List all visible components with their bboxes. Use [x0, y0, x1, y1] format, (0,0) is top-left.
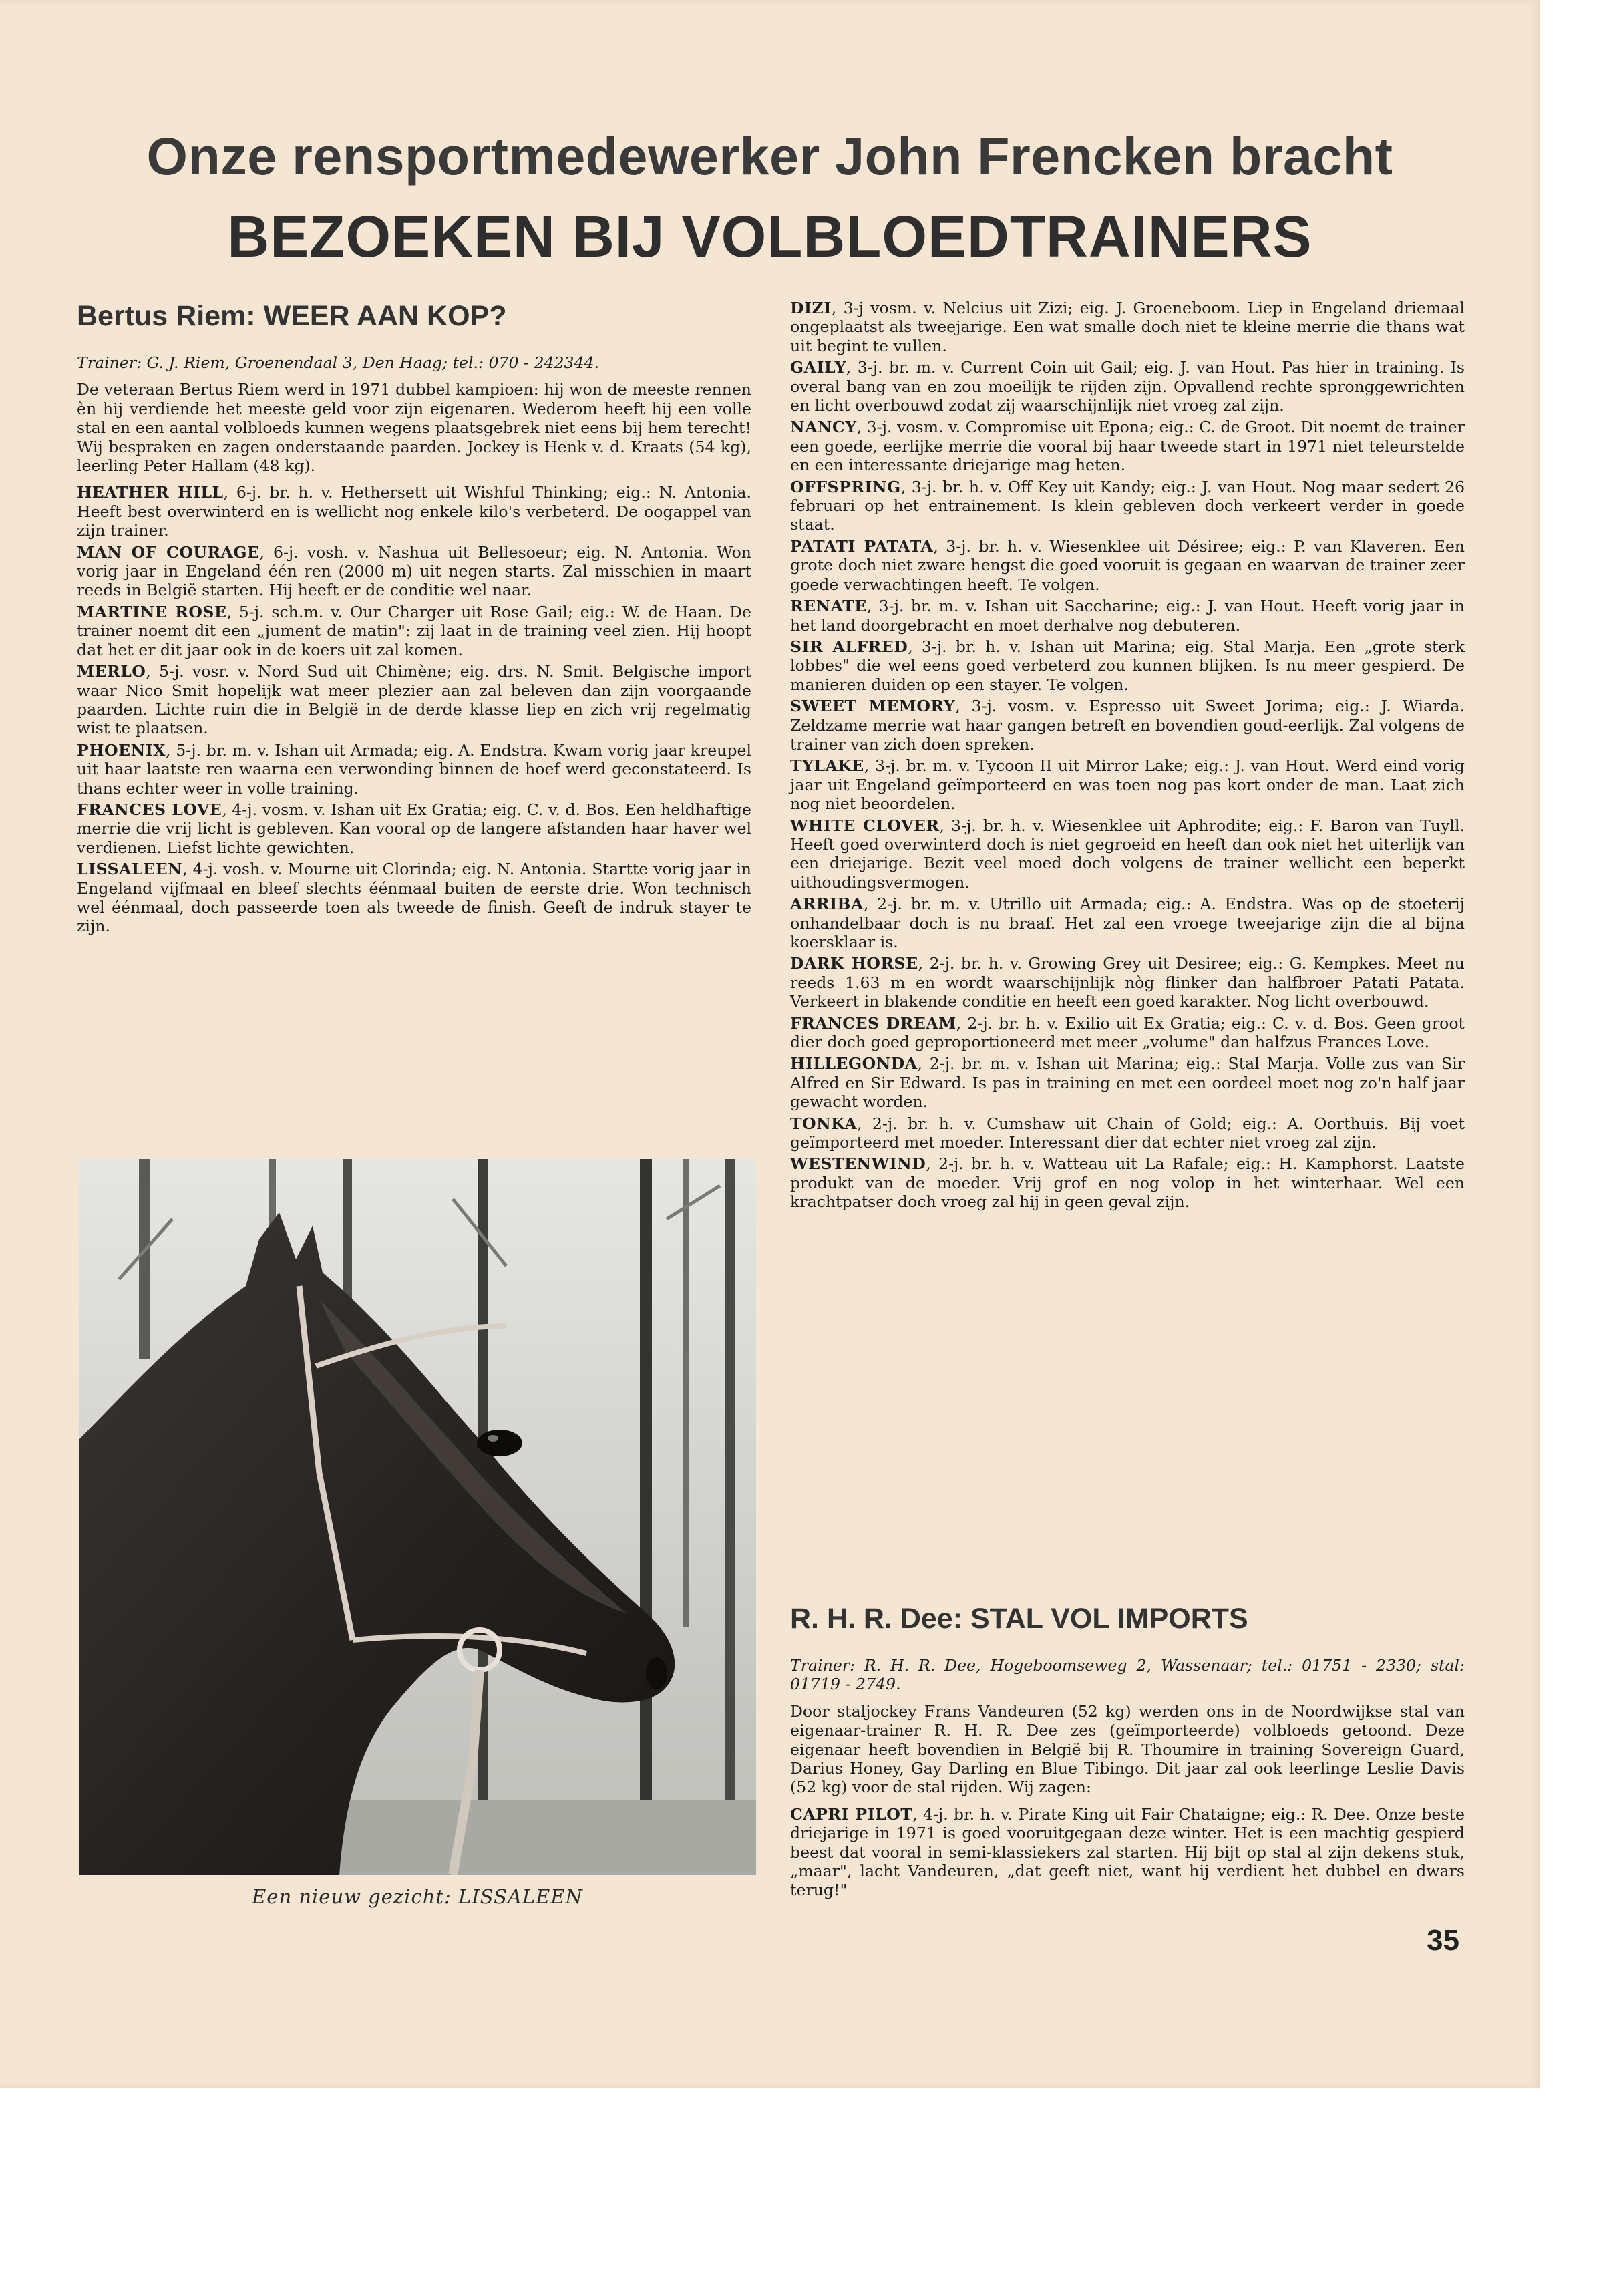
headline-kicker: Onze rensportmedewerker John Frencken bracht: [146, 126, 1393, 186]
horse-description: , 4-j. vosh. v. Mourne uit Clorinda; eig. N. Antonia. Startte vorig jaar in Engeland vijfmaal en bleef slechts éénmaal buiten de eerste drie. Won technisch wel éénmaal, doch passeerde toen als tweede de finish. Geeft de indruk stayer te zijn.: [77, 860, 751, 936]
headline-main: BEZOEKEN BIJ VOLBLOEDTRAINERS: [227, 204, 1312, 269]
horse-description: , 3-j. br. m. v. Ishan uit Saccharine; eig.: J. van Hout. Heeft vorig jaar in het land doorgebracht en moet derhalve nog debuteren.: [790, 597, 1465, 635]
horse-name: WESTENWIND: [790, 1154, 926, 1174]
horse-description: , 4-j. vosm. v. Ishan uit Ex Gratia; eig. C. v. d. Bos. Een heldhaftige merrie die vrij licht is gebleven. Kan vooral op de langere afstanden haar haver wel verdienen. Liefst lichte gewichten.: [77, 800, 752, 857]
horse-description: , 5-j. vosr. v. Nord Sud uit Chimène; eig. drs. N. Smit. Belgische import waar Nico Smit hopelijk wat meer plezier aan zal beleven dan zijn voorgaande paarden. Lichte ruin die in België in de derde klasse liep en zich vrij regelmatig wist te plaatsen.: [77, 662, 751, 738]
horse-entry: [790, 954, 1465, 1011]
horse-description: , 6-j. vosh. v. Nashua uit Bellesoeur; eig. N. Antonia. Won vorig jaar in Engeland één ren (2000 m) uit negen starts. Zal misschien in maart reeds in België starten. Hij heeft er de conditie wel naar.: [77, 542, 751, 600]
horse-description: , 3-j. br. h. v. Off Key uit Kandy; eig.: J. van Hout. Nog maar sedert 26 februari op het entrainement. Is klein gebleven doch verkeert verder in goede staat.: [790, 477, 1465, 534]
horse-name: MARTINE ROSE: [77, 602, 227, 621]
section-title-riem: Bertus Riem: WEER AAN KOP?: [77, 300, 507, 332]
horse-description: , 3-j. br. m. v. Current Coin uit Gail; eig. J. van Hout. Pas hier in training. Is overal bang van en zou moeilijk te rijden zijn. Opvallend rechte spronggewrichten en licht overbouwd zodat zij waarschijnlijk niet vroeg zal zijn.: [790, 358, 1465, 416]
horse-description: , 2-j. br. h. v. Cumshaw uit Chain of Gold; eig.: A. Oorthuis. Bij voet geïmporteerd met moeder. Interessant dier dat echter niet vroeg zal zijn.: [790, 1114, 1465, 1152]
intro-dee: Door staljockey Frans Vandeuren (52 kg) werden ons in de Noordwijkse stal van eigenaar-trainer R. H. R. Dee zes (geïmporteerde) volbloeds getoond. Deze eigenaar heeft bovendien in België bij R. Thoumire in training Sovereign Guard, Darius Honey, Gay Darling en Blue Tibingo. Dit jaar zal ook leerlinge Leslie Davis (52 kg) voor de stal rijden. Wij zagen:: [790, 1701, 1465, 1797]
horse-entry: [790, 358, 1465, 415]
horse-entry: [790, 1154, 1465, 1211]
horse-list-right: [790, 299, 1465, 1212]
horse-description: , 3-j. vosm. v. Compromise uit Epona; eig.: C. de Groot. Dit noemt de trainer een goede, eerlijke merrie die vooral bij haar tweede start in 1971 niet teleurstelde en een interessante driejarige mag heten.: [790, 418, 1465, 475]
horse-name: FRANCES DREAM: [790, 1013, 956, 1033]
horse-entry: [790, 597, 1465, 635]
horse-name: LISSALEEN: [77, 860, 183, 879]
horse-description: , 2-j. br. m. v. Ishan uit Marina; eig.: Stal Marja. Volle zus van Sir Alfred en Sir Edward. Is pas in training en met een oordeel moet nog zo'n half jaar gewacht worden.: [790, 1054, 1465, 1112]
horse-entry: [77, 860, 751, 936]
horse-entry: [77, 662, 751, 738]
horse-name: FRANCES LOVE: [77, 800, 222, 819]
horse-entry: [77, 603, 751, 659]
horse-name: WHITE CLOVER: [790, 816, 940, 835]
horse-name: MERLO: [77, 662, 146, 681]
horse-description: , 4-j. br. h. v. Pirate King uit Fair Chataigne; eig.: R. Dee. Onze beste driejarige in 1971 is goed vooruitgegaan deze winter. Het is een machtig gespierd beest dat vooral in semi-klassiekers zal starten. Hij bijt op stal al zijn dekens stuk, „maar", lacht Vandeuren, „dat geeft niet, want hij verdient het dubbel en dwars terug!": [790, 1804, 1465, 1900]
horse-description: , 2-j. br. h. v. Exilio uit Ex Gratia; eig.: C. v. d. Bos. Geen groot dier doch goed geproportioneerd met meer „volume" dan halfzus Frances Love.: [790, 1013, 1465, 1052]
horse-name: TONKA: [790, 1114, 858, 1133]
horse-name: DIZI: [790, 299, 832, 317]
horse-name: CAPRI PILOT: [790, 1804, 913, 1824]
photo-caption: Een nieuw gezicht: LISSALEEN: [252, 1885, 583, 1908]
horse-name: RENATE: [790, 597, 867, 616]
horse-name: PHOENIX: [77, 740, 166, 760]
page-number: 35: [1427, 1924, 1459, 1957]
horse-description: , 2-j. br. h. v. Growing Grey uit Desiree; eig.: G. Kempkes. Meet nu reeds 1.63 m en wordt waarschijnlijk nòg flinker dan halfbroer Patati Patata. Verkeert in blakende conditie en heeft een goed karakter. Nog licht overbouwd.: [790, 954, 1465, 1011]
trainer-info-dee: Trainer: R. H. R. Dee, Hogeboomseweg 2, Wassenaar; tel.: 01751 - 2330; stal: 01719 - 2749.: [790, 1656, 1465, 1694]
horse-entry: [790, 537, 1465, 594]
horse-description: , 3-j. br. h. v. Ishan uit Marina; eig. Stal Marja. Een „grote sterk lobbes" die wel eens goed verbeterd zou kunnen blijken. Is nu meer gespierd. De manieren duiden op een stayer. Te volgen.: [790, 637, 1465, 694]
horse-description: , 3-j. br. h. v. Wiesenklee uit Aphrodite; eig.: F. Baron van Tuyll. Heeft goed overwinterd doch is niet gegroeid en heeft dan ook niet het uiterlijk van een driejarige. Bezit veel moed doch volgens de trainer wellicht een beperkt uithoudingsvermogen.: [790, 816, 1465, 892]
horse-description: , 3-j. br. h. v. Wiesenklee uit Désiree; eig.: P. van Klaveren. Een grote doch niet zware hengst die goed vooruit is gegaan en waarvan de trainer zeer goede verwachtingen heeft. Te volgen.: [790, 536, 1465, 594]
horse-name: ARRIBA: [790, 894, 864, 914]
horse-name: PATATI PATATA: [790, 536, 934, 556]
horse-entry: [790, 1014, 1465, 1052]
horse-entry: [790, 1805, 1465, 1900]
horse-name: TYLAKE: [790, 756, 864, 776]
horse-entry: [790, 756, 1465, 813]
horse-name: MAN OF COURAGE: [77, 542, 260, 562]
horse-entry: [77, 483, 751, 540]
horse-name: SWEET MEMORY: [790, 697, 956, 716]
right-column-section2: [790, 1600, 1465, 1903]
horse-name: NANCY: [790, 418, 857, 437]
intro-riem: De veteraan Bertus Riem werd in 1971 dubbel kampioen: hij won de meeste rennen èn hij verdiende het meeste geld voor zijn eigenaren. Wederom heeft hij een volle stal en een aantal volbloeds kunnen wegens plaatsgebrek niet eens bij hem terecht! Wij bespraken en zagen onderstaande paarden. Jockey is Henk v. d. Kraats (54 kg), leerling Peter Hallam (48 kg).: [77, 380, 751, 476]
horse-description: , 3-j vosm. v. Nelcius uit Zizi; eig. J. Groeneboom. Liep in Engeland driemaal ongeplaatst als tweejarige. Een wat smalle doch niet te kleine merrie die thans wat uit begint te vullen.: [790, 299, 1465, 355]
horse-entry: [77, 741, 751, 798]
horse-description: , 5-j. sch.m. v. Our Charger uit Rose Gail; eig.: W. de Haan. De trainer noemt dit een „jument de matin": zij laat in de training veel zien. Hij hoopt dat het er dit jaar ook in de koers uit zal komen.: [77, 602, 752, 659]
horse-name: DARK HORSE: [790, 954, 918, 973]
right-column: [790, 299, 1465, 1214]
horse-description: , 3-j. vosm. v. Espresso uit Sweet Jorima; eig.: J. Wiarda. Zeldzame merrie wat haar gangen betreft en bovendien goud-eerlijk. Zal volgens de trainer van zich doen spreken.: [790, 697, 1465, 754]
horse-description: , 6-j. br. h. v. Hethersett uit Wishful Thinking; eig.: N. Antonia. Heeft best overwinterd en is wellicht nog enkele kilo's verbeterd. De oogappel van zijn trainer.: [77, 483, 751, 540]
horse-entry: [790, 299, 1465, 355]
horse-entry: [77, 800, 751, 857]
horse-name: OFFSPRING: [790, 477, 901, 496]
trainer-info-riem: Trainer: G. J. Riem, Groenendaal 3, Den Haag; tel.: 070 - 242344.: [77, 353, 600, 372]
horse-entry: [790, 697, 1465, 754]
horse-description: , 2-j. br. m. v. Utrillo uit Armada; eig.: A. Endstra. Was op de stoeterij onhandelbaar doch is nu braaf. Het zal een vroege tweejarige zijn die al bijna koersklaar is.: [790, 894, 1465, 951]
horse-description: , 3-j. br. m. v. Tycoon II uit Mirror Lake; eig.: J. van Hout. Werd eind vorig jaar uit Engeland geïmporteerd en was toen nog pas kort onder de man. Laat zich nog niet beoordelen.: [790, 756, 1465, 814]
horse-description: , 5-j. br. m. v. Ishan uit Armada; eig. A. Endstra. Kwam vorig jaar kreupel uit haar laatste ren waarna een verwonding binnen de hoef werd geconstateerd. Is thans echter weer in volle training.: [77, 740, 751, 798]
horse-name: HILLEGONDA: [790, 1054, 918, 1074]
horse-name: GAILY: [790, 358, 846, 377]
horse-entry: [790, 637, 1465, 694]
horse-head-image: [79, 1159, 756, 1875]
horse-entry: [790, 816, 1465, 892]
section-title-dee: R. H. R. Dee: STAL VOL IMPORTS: [790, 1603, 1248, 1635]
horse-entry: [790, 418, 1465, 474]
horse-name: SIR ALFRED: [790, 637, 908, 656]
horse-entry: [790, 894, 1465, 951]
horse-entry: [790, 478, 1465, 534]
horse-description: , 2-j. br. h. v. Watteau uit La Rafale; eig.: H. Kamphorst. Laatste produkt van de moeder. Vrij grof en nog volop in het winterhaar. Wel een krachtpatser doch vroeg zal hij in geen geval zijn.: [790, 1154, 1465, 1212]
horse-list-left: [77, 483, 751, 935]
horse-entry: [790, 1114, 1465, 1152]
left-column: [77, 297, 751, 939]
horse-photo-lissaleen: [79, 1159, 756, 1875]
horse-entry: [77, 543, 751, 600]
horse-list-dee: [790, 1805, 1465, 1900]
horse-entry: [790, 1054, 1465, 1111]
horse-name: HEATHER HILL: [77, 483, 224, 502]
